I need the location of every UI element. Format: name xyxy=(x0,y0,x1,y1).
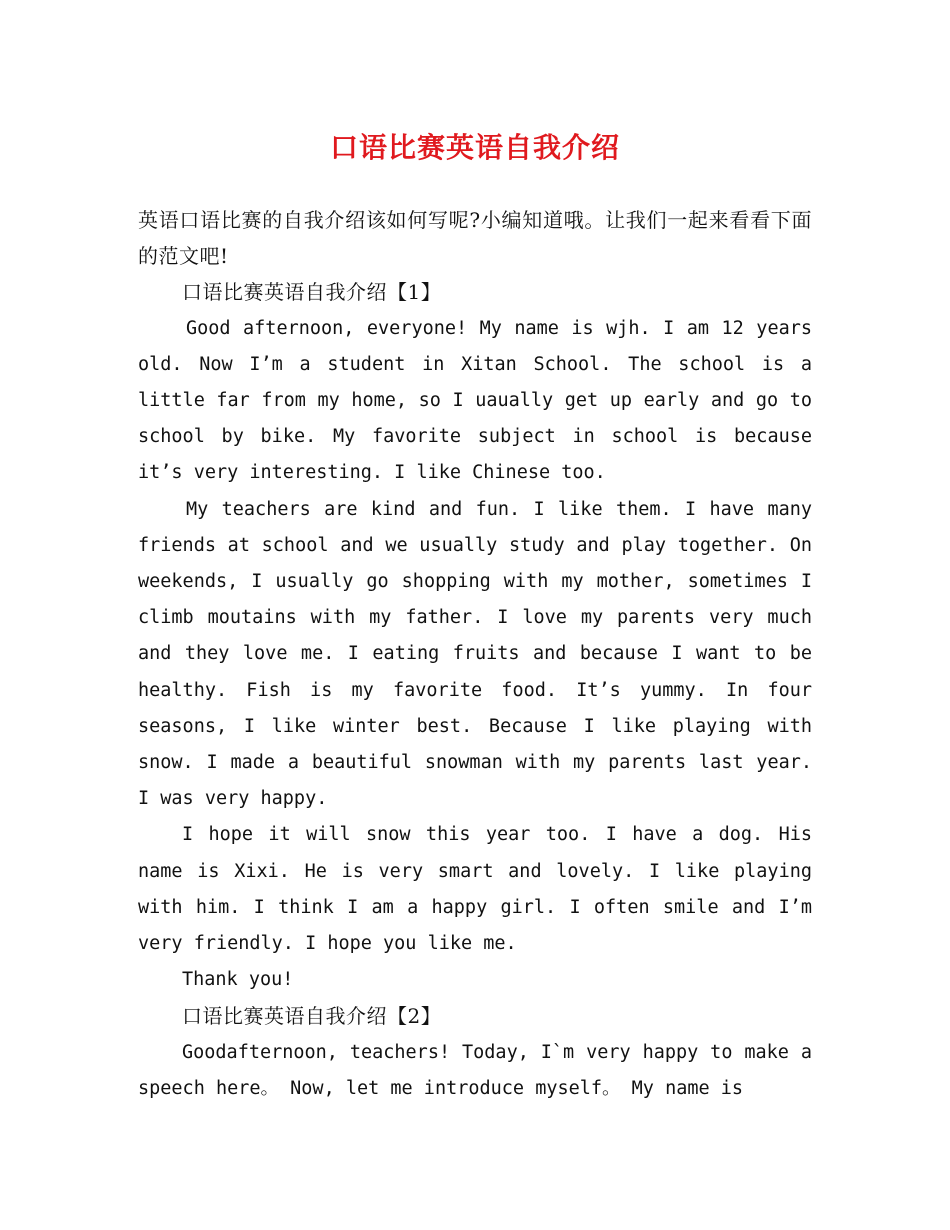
closing-line: Thank you! xyxy=(182,969,294,991)
section-heading-1: 口语比赛英语自我介绍【1】 xyxy=(182,280,442,305)
document-title: 口语比赛英语自我介绍 xyxy=(329,131,620,164)
section-heading-2: 口语比赛英语自我介绍【2】 xyxy=(182,1004,442,1029)
intro-paragraph: 英语口语比赛的自我介绍该如何写呢?小编知道哦。让我们一起来看看下面的范文吧! xyxy=(138,208,812,269)
body-paragraph: Good afternoon, everyone! My name is wjh. I am 12 years old. Now I’m a student in Xitan School. The school is a little far from my home, so I uaually get up early and go to school by bike. My favorite subject in school is because it’s very interesting. I like Chinese too. xyxy=(138,317,812,484)
body-paragraph: Goodafternoon, teachers! Today, I`m very happy to make a speech here。 Now, let me introduce myself。 My name is xyxy=(138,1041,812,1099)
document-body xyxy=(138,202,812,1107)
body-paragraph: My teachers are kind and fun. I like them. I have many friends at school and we usually study and play together. On weekends, I usually go shopping with my mother, sometimes I climb moutains with my father. I love my parents very much and they love me. I eating fruits and because I want to be healthy. Fish is my favorite food. It’s yummy. In four seasons, I like winter best. Because I like playing with snow. I made a beautiful snowman with my parents last year. I was very happy. xyxy=(138,498,812,810)
body-paragraph: I hope it will snow this year too. I have a dog. His name is Xixi. He is very smart and lovely. I like playing with him. I think I am a happy girl. I often smile and I’m very friendly. I hope you like me. xyxy=(138,824,812,955)
